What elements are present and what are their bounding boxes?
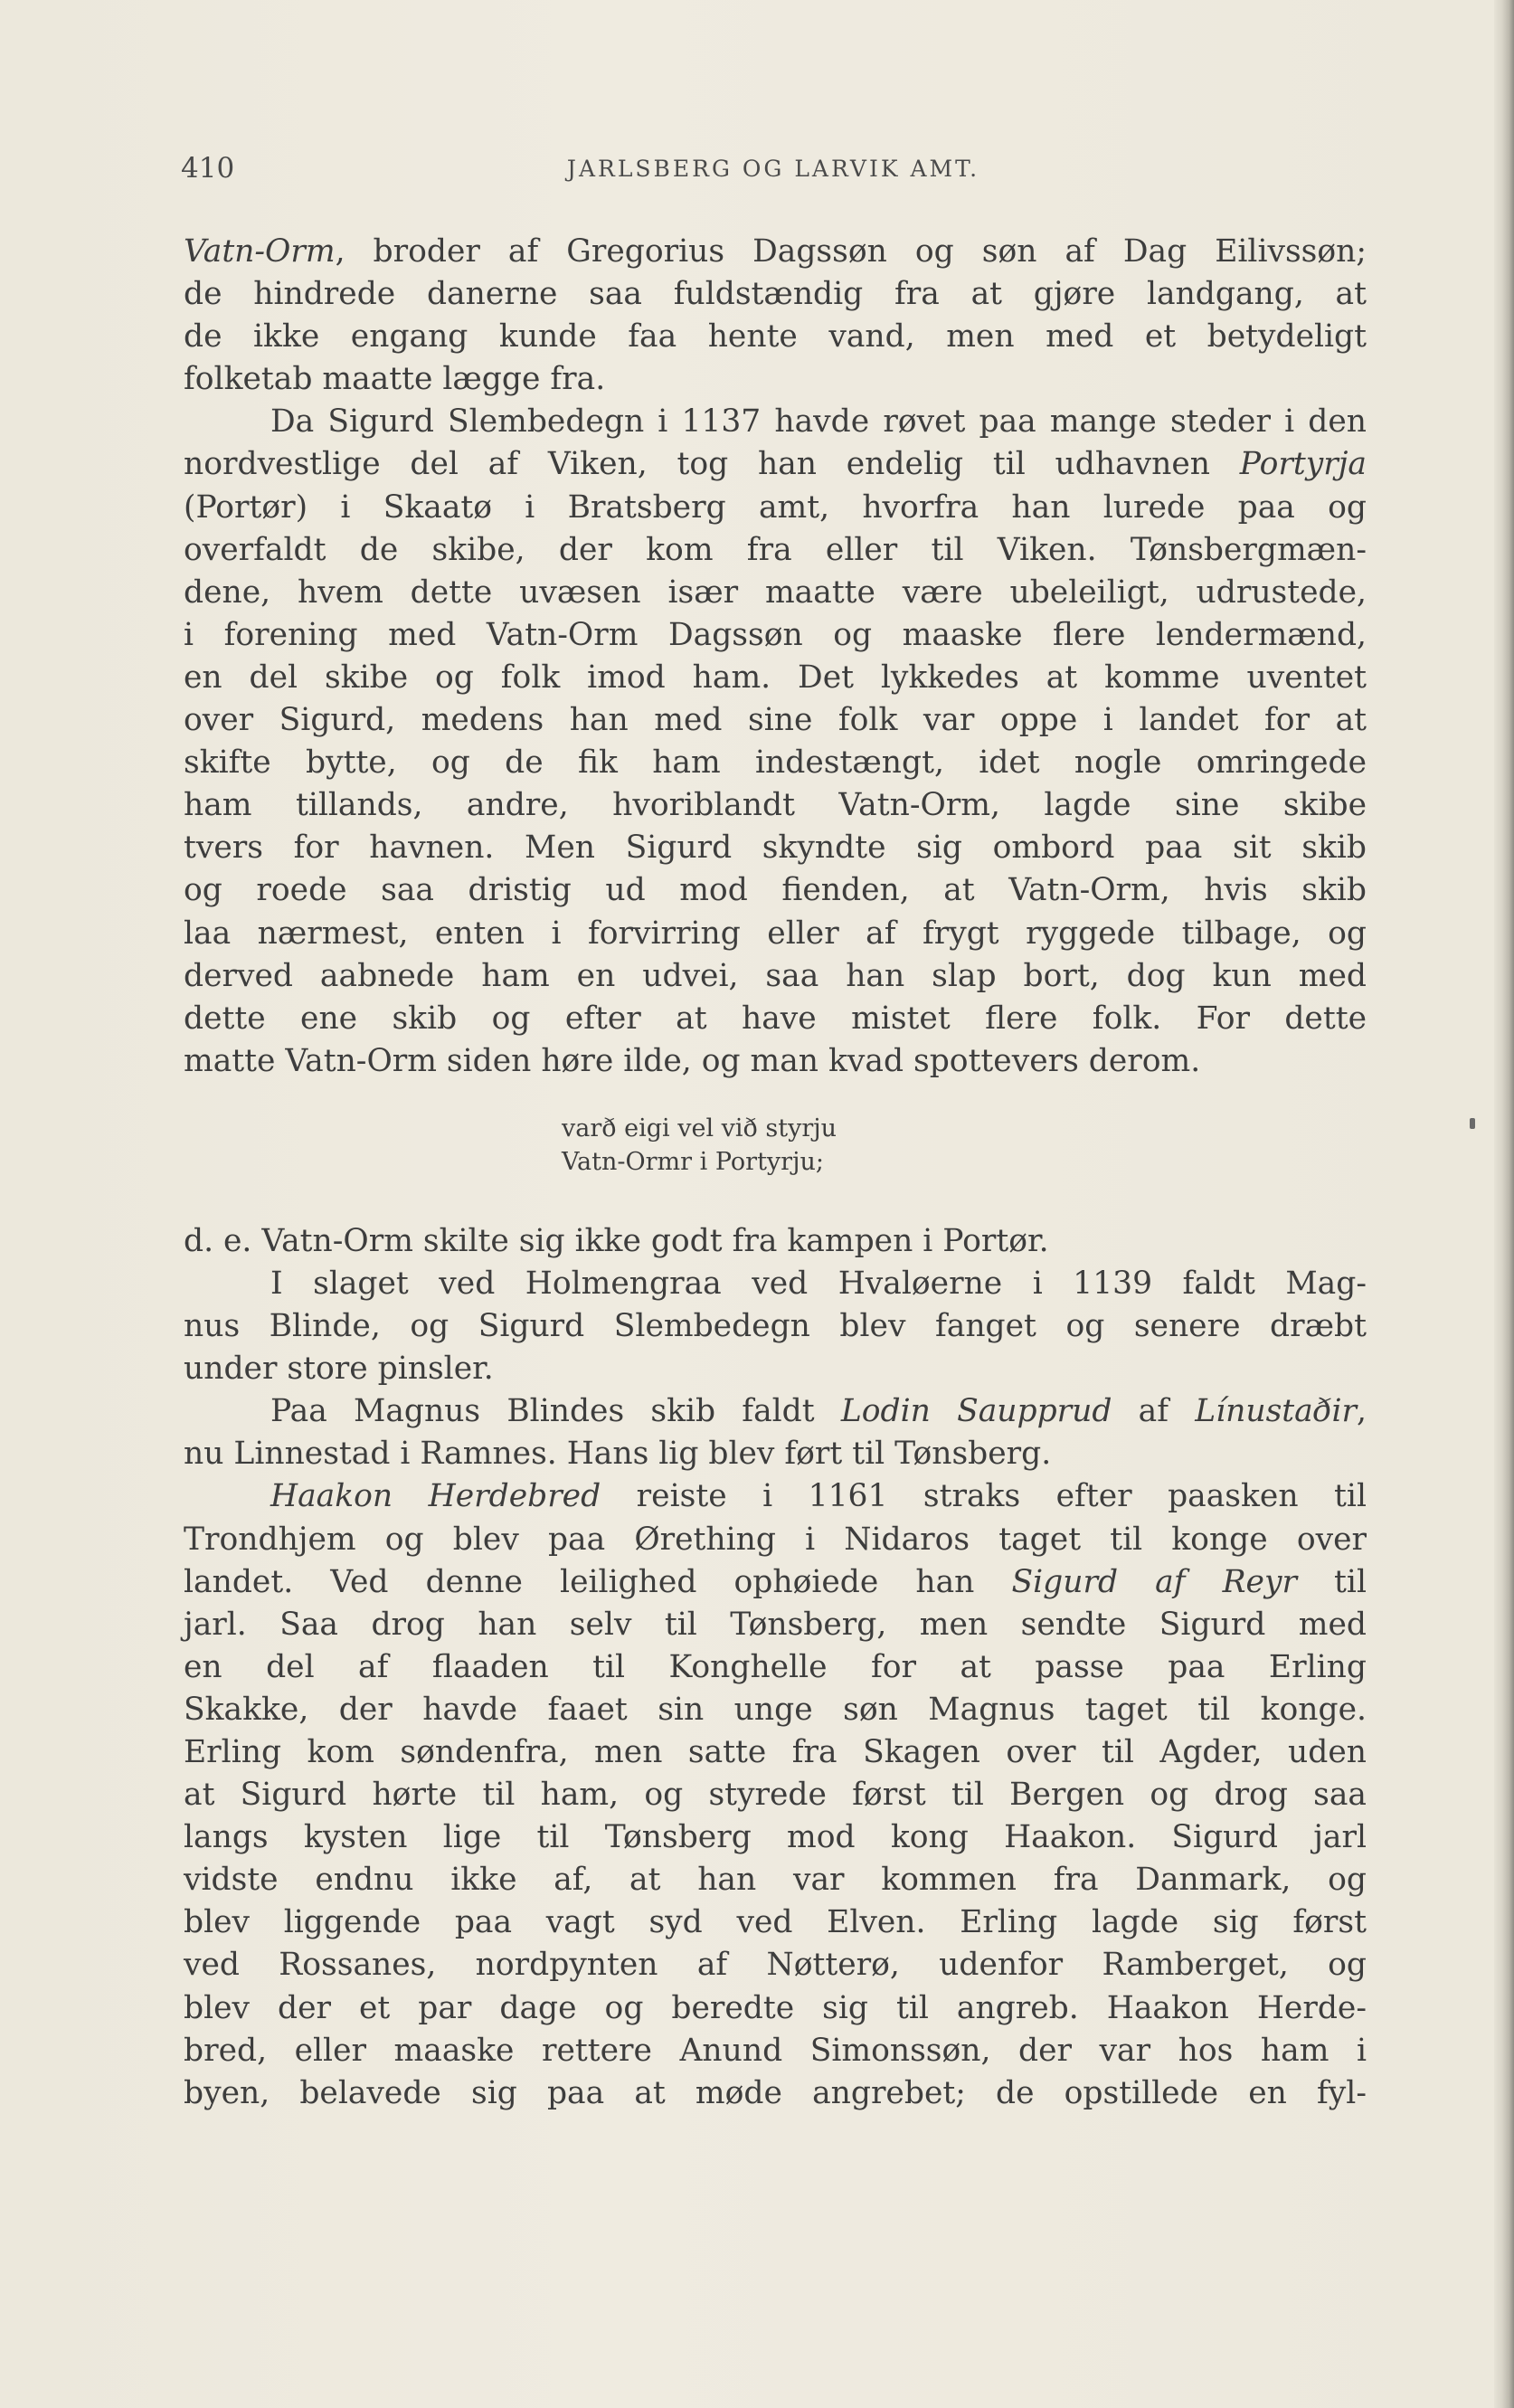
text-run: tvers for havnen. Men Sigurd skyndte sig ombord paa sit skib [184,830,1367,867]
text-line [184,1220,1367,1263]
margin-mark [1470,1118,1475,1129]
text-line [184,358,1367,401]
text-run: Da Sigurd Slembedegn i 1137 havde røvet paa mange steder i den [270,403,1367,441]
text-run: reiste i 1161 straks efter paasken til [601,1478,1367,1515]
text-line [184,443,1367,486]
text-run: matte Vatn-Orm siden høre ilde, og man kvad spottevers derom. [184,1042,1201,1079]
text-line [184,1859,1367,1901]
text-line [184,2072,1367,2115]
text-run: blev liggende paa vagt syd ved Elven. Erling lagde sig først [184,1904,1367,1941]
page-edge-shadow [1494,0,1514,2408]
text-run: folketab maatte lægge fra. [184,361,606,398]
text-line [184,401,1367,443]
italic-name: Portyrja [1239,446,1367,483]
text-run: langs kysten lige til Tønsberg mod kong Haakon. Sigurd jarl [184,1819,1367,1856]
text-line [184,1305,1367,1348]
text-line [184,1774,1367,1816]
text-line [184,1263,1367,1305]
text-line [184,1561,1367,1604]
paragraphs-after-verse [184,1220,1367,2115]
text-run: laa nærmest, enten i forvirring eller af frygt ryggede tilbage, og [184,915,1367,952]
paragraph [184,401,1367,1083]
text-line [184,231,1367,273]
text-run: byen, belavede sig paa at møde angrebet; de opstillede en fyl- [184,2074,1367,2111]
text-line [184,869,1367,912]
running-head: JARLSBERG OG LARVIK AMT. [566,156,980,182]
text-run: Skakke, der havde faaet sin unge søn Magnus taget til konge. [184,1691,1367,1728]
paragraph [184,1475,1367,2114]
paragraphs-before-verse [184,231,1367,1083]
text-line [184,657,1367,699]
text-run: nu Linnestad i Ramnes. Hans lig blev ført til Tønsberg. [184,1436,1052,1473]
text-line [184,1731,1367,1774]
text-run: at Sigurd hørte til ham, og styrede først til Bergen og drog saa [184,1777,1367,1814]
text-line [184,955,1367,998]
text-line [184,1944,1367,1986]
text-run: jarl. Saa drog han selv til Tønsberg, men sendte Sigurd med [184,1606,1367,1643]
text-line [184,487,1367,529]
text-run: Paa Magnus Blindes skib faldt [270,1393,841,1430]
text-run: under store pinsler. [184,1351,494,1388]
text-line [184,529,1367,572]
text-run: nus Blinde, og Sigurd Slembedegn blev fanget og senere dræbt [184,1308,1367,1345]
text-run: I slaget ved Holmengraa ved Hvaløerne i 1139 faldt Mag- [270,1265,1367,1302]
text-line [184,1604,1367,1646]
text-run: Trondhjem og blev paa Ørething i Nidaros taget til konge over [184,1521,1367,1558]
text-run: , broder af Gregorius Dagssøn og søn af Dag Eilivssøn; [335,233,1367,270]
text-line [184,742,1367,784]
text-line [184,1519,1367,1561]
text-run: derved aabnede ham en udvei, saa han slap bort, dog kun med [184,957,1367,994]
text-run: de ikke engang kunde faa hente vand, men med et betydeligt [184,318,1367,356]
text-run: dene, hvem dette uvæsen især maatte være ubeleiligt, udrustede, [184,574,1367,611]
paragraph [184,1220,1367,1263]
text-run: landet. Ved denne leilighed ophøiede han [184,1563,1012,1600]
text-line [184,913,1367,955]
text-line [184,998,1367,1040]
italic-name: Vatn-Orm [184,233,336,270]
italic-name: Línustaðir [1195,1393,1358,1430]
text-run: over Sigurd, medens han med sine folk var oppe i landet for at [184,702,1367,739]
text-run: de hindrede danerne saa fuldstændig fra at gjøre landgang, at [184,276,1367,313]
text-run: ham tillands, andre, hvoriblandt Vatn-Orm, lagde sine skibe [184,787,1367,824]
text-run: og roede saa dristig ud mod fienden, at Vatn-Orm, hvis skib [184,872,1367,909]
italic-name: Lodin Saupprud [840,1393,1112,1430]
text-run: Erling kom søndenfra, men satte fra Skagen over til Agder, uden [184,1734,1367,1770]
text-line [184,1987,1367,2030]
text-run: overfaldt de skibe, der kom fra eller til Viken. Tønsbergmæn- [184,531,1367,568]
text-line [184,1475,1367,1518]
text-line [184,1689,1367,1731]
text-line [184,1816,1367,1859]
paragraph [184,231,1367,401]
text-line [184,2030,1367,2072]
text-run: , [1357,1393,1367,1430]
text-run: i forening med Vatn-Orm Dagssøn og maaske flere lendermænd, [184,616,1367,653]
text-line [184,827,1367,869]
paragraph [184,1263,1367,1390]
text-run: en del af flaaden til Konghelle for at passe paa Erling [184,1648,1367,1685]
verse-line: Vatn-Ormr i Portyrju; [562,1147,824,1176]
body-text [184,231,1367,2115]
text-run: ved Rossanes, nordpynten af Nøtterø, udenfor Ramberget, og [184,1947,1367,1984]
text-run: dette ene skib og efter at have mistet flere folk. For dette [184,1000,1367,1037]
page-number: 410 [181,152,235,185]
text-line [184,1040,1367,1083]
text-line [184,1390,1367,1433]
text-run: nordvestlige del af Viken, tog han endelig til udhavnen [184,446,1240,483]
page-header [181,152,1366,192]
text-line [184,572,1367,614]
text-run: vidste endnu ikke af, at han var kommen fra Danmark, og [184,1862,1367,1899]
text-line [184,1348,1367,1390]
italic-name: Haakon Herdebred [270,1478,601,1515]
text-run: blev der et par dage og beredte sig til angreb. Haakon Herde- [184,1989,1367,2026]
verse-line: varð eigi vel við styrju [562,1114,837,1142]
text-line [184,614,1367,657]
text-line [184,699,1367,742]
text-run: (Portør) i Skaatø i Bratsberg amt, hvorfra han lurede paa og [184,488,1367,526]
text-run: til [1296,1563,1367,1600]
text-line [184,1646,1367,1689]
text-line [184,784,1367,827]
text-line [184,273,1367,316]
verse-quote [184,1112,1367,1179]
text-line [184,1433,1367,1475]
text-run: skifte bytte, og de fik ham indestængt, idet nogle omringede [184,744,1367,782]
text-line [184,316,1367,358]
text-run: en del skibe og folk imod ham. Det lykkedes at komme uventet [184,659,1367,696]
italic-name: Sigurd af Reyr [1011,1563,1297,1600]
text-run: bred, eller maaske rettere Anund Simonssøn, der var hos ham i [184,2032,1367,2069]
paragraph [184,1390,1367,1475]
text-run: af [1112,1393,1196,1430]
text-run: d. e. Vatn-Orm skilte sig ikke godt fra kampen i Portør. [184,1222,1049,1259]
text-line [184,1901,1367,1944]
